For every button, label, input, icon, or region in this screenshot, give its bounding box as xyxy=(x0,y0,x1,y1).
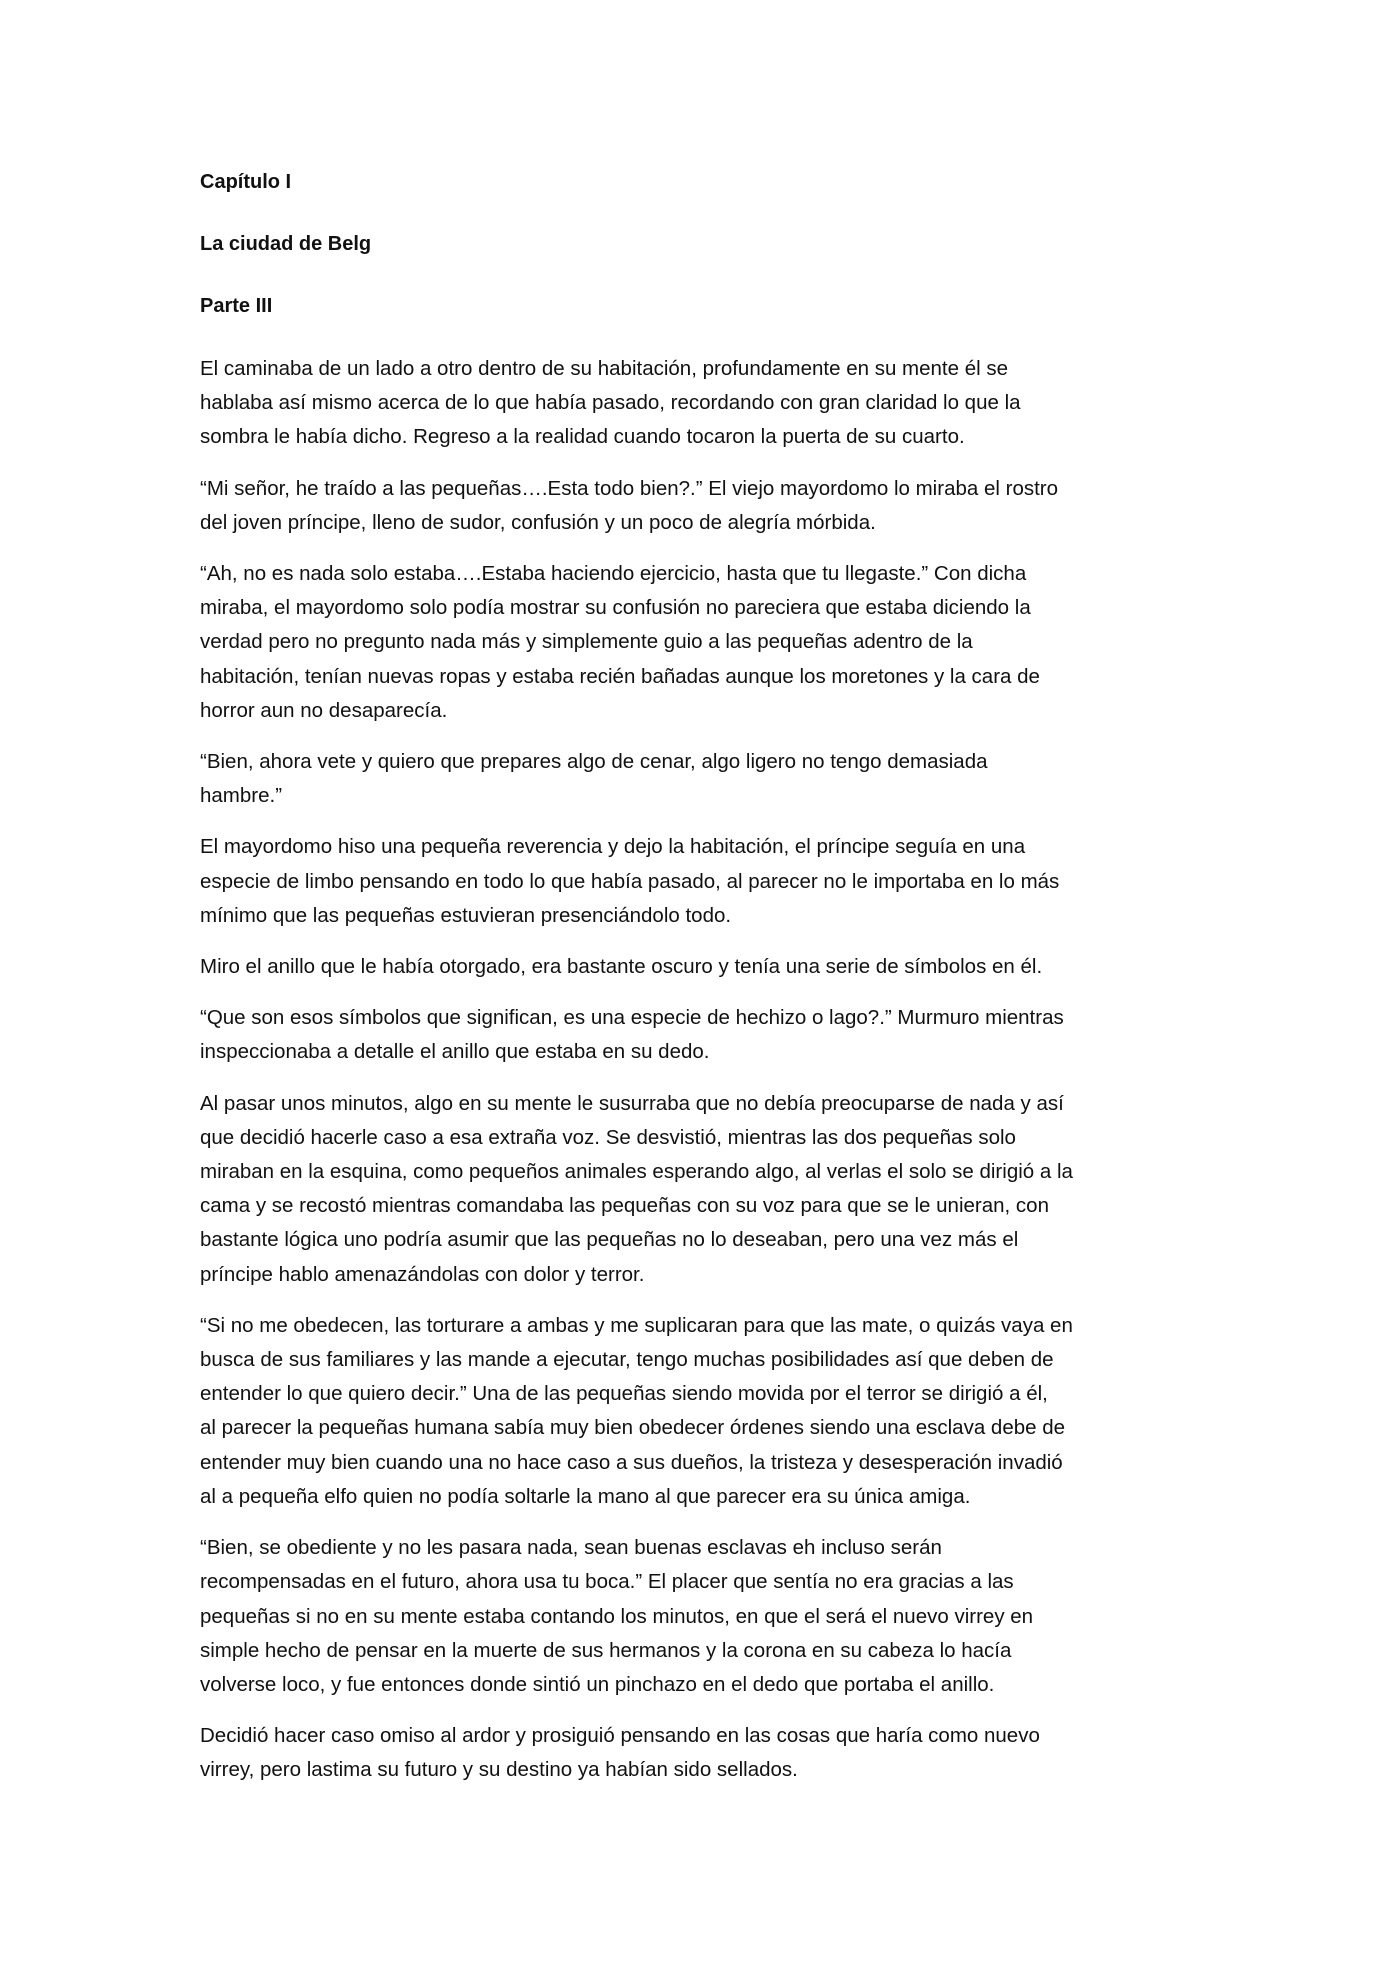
paragraph-line: “Ah, no es nada solo estaba….Estaba haciendo ejercicio, hasta que tu llegaste.” Con dicha xyxy=(200,562,1027,586)
paragraph-line: “Bien, se obediente y no les pasara nada, sean buenas esclavas eh incluso serán xyxy=(200,1536,942,1560)
paragraph-line: inspeccionaba a detalle el anillo que estaba en su dedo. xyxy=(200,1040,710,1064)
paragraph-line: hablaba así mismo acerca de lo que había pasado, recordando con gran claridad lo que la xyxy=(200,391,1021,415)
paragraph xyxy=(200,472,1202,540)
paragraph xyxy=(200,1001,1202,1069)
paragraph xyxy=(200,1087,1202,1292)
paragraph xyxy=(200,950,1202,984)
paragraph-line: recompensadas en el futuro, ahora usa tu boca.” El placer que sentía no era gracias a las xyxy=(200,1570,1014,1594)
paragraph-line: entender muy bien cuando una no hace caso a sus dueños, la tristeza y desesperación invadió xyxy=(200,1450,1063,1474)
paragraph xyxy=(200,557,1202,728)
paragraph-line: cama y se recostó mientras comandaba las pequeñas con su voz para que se le unieran, con xyxy=(200,1194,1049,1218)
part-heading: Parte III xyxy=(200,295,273,317)
paragraph-line: miraba, el mayordomo solo podía mostrar su confusión no pareciera que estaba diciendo la xyxy=(200,596,1031,620)
paragraph xyxy=(200,1309,1202,1514)
paragraph-line: “Si no me obedecen, las torturare a ambas y me suplicaran para que las mate, o quizás vaya en xyxy=(200,1313,1073,1337)
paragraph xyxy=(200,352,1202,455)
paragraph-line: habitación, tenían nuevas ropas y estaba recién bañadas aunque los moretones y la cara de xyxy=(200,664,1040,688)
paragraph-line: miraban en la esquina, como pequeños animales esperando algo, al verlas el solo se dirigió a la xyxy=(200,1160,1073,1184)
paragraph xyxy=(200,1719,1202,1787)
paragraph-line: Miro el anillo que le había otorgado, era bastante oscuro y tenía una serie de símbolos en él. xyxy=(200,955,1043,979)
paragraph-line: “Bien, ahora vete y quiero que prepares algo de cenar, algo ligero no tengo demasiada xyxy=(200,750,988,774)
paragraph-line: volverse loco, y fue entonces donde sintió un pinchazo en el dedo que portaba el anillo. xyxy=(200,1672,995,1696)
paragraph-line: hambre.” xyxy=(200,784,283,808)
paragraph-line: bastante lógica uno podría asumir que las pequeñas no lo deseaban, pero una vez más el xyxy=(200,1228,1019,1252)
paragraph-line: especie de limbo pensando en todo lo que había pasado, al parecer no le importaba en lo más xyxy=(200,869,1060,893)
paragraph-line: El caminaba de un lado a otro dentro de su habitación, profundamente en su mente él se xyxy=(200,357,1009,380)
paragraph xyxy=(200,1531,1202,1702)
paragraph-line: Al pasar unos minutos, algo en su mente le susurraba que no debía preocuparse de nada y así xyxy=(200,1091,1064,1115)
paragraph-line: El mayordomo hiso una pequeña reverencia y dejo la habitación, el príncipe seguía en una xyxy=(200,835,1026,859)
paragraph-line: simple hecho de pensar en la muerte de sus hermanos y la corona en su cabeza lo hacía xyxy=(200,1638,1012,1662)
paragraph-line: mínimo que las pequeñas estuvieran presenciándolo todo. xyxy=(200,903,732,927)
paragraph-line: “Mi señor, he traído a las pequeñas….Esta todo bien?.” El viejo mayordomo lo miraba el rostro xyxy=(200,476,1059,500)
paragraph-line: al parecer la pequeñas humana sabía muy bien obedecer órdenes siendo una esclava debe de xyxy=(200,1416,1066,1440)
body-text xyxy=(200,352,1202,1788)
paragraph-line: príncipe hablo amenazándolas con dolor y terror. xyxy=(200,1262,645,1286)
paragraph-line: entender lo que quiero decir.” Una de las pequeñas siendo movida por el terror se dirigió a él, xyxy=(200,1382,1048,1406)
paragraph-line: que decidió hacerle caso a esa extraña voz. Se desvistió, mientras las dos pequeñas solo xyxy=(200,1125,1016,1149)
paragraph-line: virrey, pero lastima su futuro y su destino ya habían sido sellados. xyxy=(200,1758,798,1782)
chapter-title: La ciudad de Belg xyxy=(200,233,372,255)
paragraph xyxy=(200,830,1202,933)
paragraph-line: al a pequeña elfo quien no podía soltarle la mano al que parecer era su única amiga. xyxy=(200,1484,971,1508)
paragraph-line: horror aun no desaparecía. xyxy=(200,698,448,722)
paragraph-line: del joven príncipe, lleno de sudor, confusión y un poco de alegría mórbida. xyxy=(200,510,876,534)
paragraph-line: busca de sus familiares y las mande a ejecutar, tengo muchas posibilidades así que deben de xyxy=(200,1348,1054,1372)
paragraph xyxy=(200,745,1202,813)
chapter-heading: Capítulo I xyxy=(200,171,292,193)
paragraph-line: pequeñas si no en su mente estaba contando los minutos, en que el será el nuevo virrey en xyxy=(200,1604,1034,1628)
paragraph-line: “Que son esos símbolos que significan, es una especie de hechizo o lago?.” Murmuro mientras xyxy=(200,1006,1064,1030)
paragraph-line: sombra le había dicho. Regreso a la realidad cuando tocaron la puerta de su cuarto. xyxy=(200,425,965,449)
paragraph-line: verdad pero no pregunto nada más y simplemente guio a las pequeñas adentro de la xyxy=(200,630,973,654)
paragraph-line: Decidió hacer caso omiso al ardor y prosiguió pensando en las cosas que haría como nuevo xyxy=(200,1724,1040,1748)
document-page xyxy=(200,166,1202,1805)
